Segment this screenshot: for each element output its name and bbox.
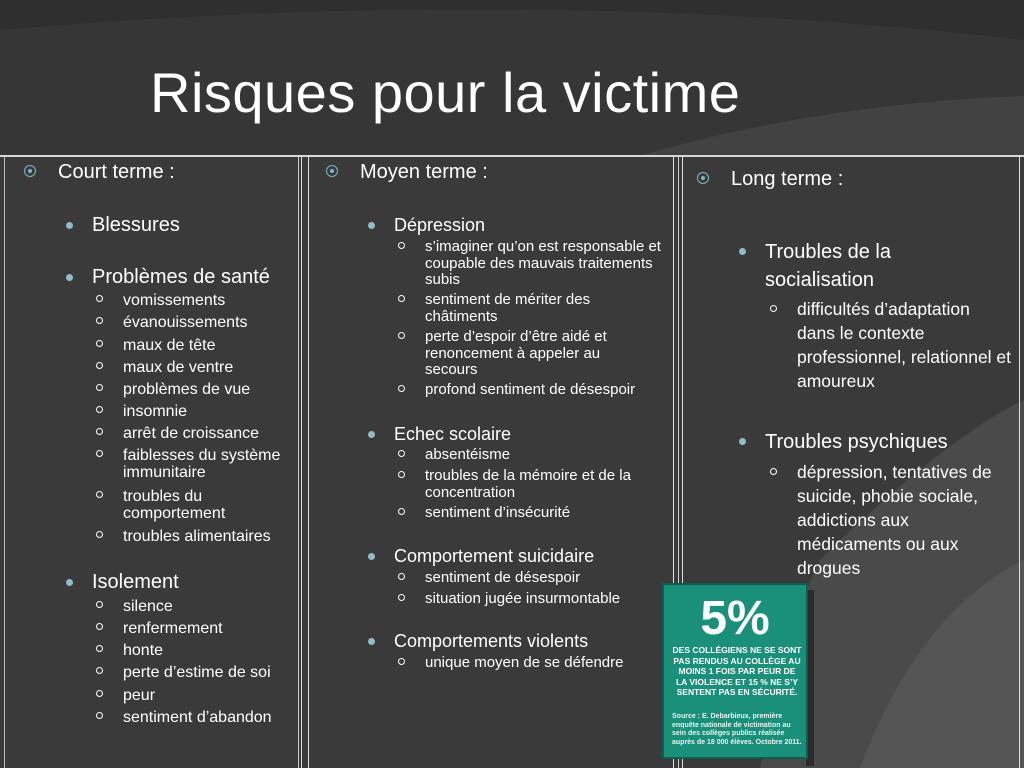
list-item-text: insomnie <box>123 403 188 420</box>
list-item <box>123 314 248 331</box>
list-item-text: sentiment de désespoir <box>425 569 581 586</box>
list-item-text: faiblesses du système immunitaire <box>123 447 281 481</box>
list-item <box>797 297 1012 393</box>
target-bullet-icon <box>326 165 338 177</box>
bullet-circle-icon <box>398 385 405 392</box>
list-item-text: absentéisme <box>425 446 511 463</box>
callout-source: Source : E. Debarbieux, première enquête nationale de victimation au sein des collèges publics réalisée auprès de 18 000 élèves. Octobre 2011. <box>672 713 802 746</box>
bullet-circle-icon <box>398 594 405 601</box>
section-depression <box>394 212 485 239</box>
bullet-circle-icon <box>96 690 103 697</box>
section-problemes-sante <box>92 264 270 291</box>
list-item <box>797 460 1007 580</box>
list-item <box>123 447 298 481</box>
list-item <box>123 403 187 420</box>
list-item-text: unique moyen de se défendre <box>425 654 624 671</box>
list-item-text: maux de tête <box>123 337 216 354</box>
section-label: Comportement suicidaire <box>394 546 595 566</box>
list-item <box>123 359 233 376</box>
heading-label: Court terme : <box>58 161 175 183</box>
bullet-circle-icon <box>770 305 777 312</box>
list-item <box>123 337 216 354</box>
section-label: Echec scolaire <box>394 424 512 444</box>
heading-moyen-terme <box>360 161 488 184</box>
callout-text: DES COLLÉGIENS NE SE SONT PAS RENDUS AU COLLÈGE AU MOINS 1 FOIS PAR PEUR DE LA VIOLENCE ET 15 % NE S’Y SENTENT PAS EN SÉCURITÉ. <box>672 645 802 697</box>
bullet-dot-icon <box>66 274 73 281</box>
bullet-circle-icon <box>96 645 103 652</box>
section-label: Troubles psychiques <box>765 431 948 453</box>
bullet-circle-icon <box>96 384 103 391</box>
list-item <box>425 591 620 608</box>
section-echec-scolaire <box>394 421 511 448</box>
list-item-text: situation jugée insurmontable <box>425 590 621 607</box>
bullet-dot-icon <box>368 431 375 438</box>
bullet-circle-icon <box>96 712 103 719</box>
bullet-circle-icon <box>96 295 103 302</box>
list-item-text: perte d’espoir d’être aidé et renoncement à appeler au secours <box>425 328 607 378</box>
list-item-text: sentiment d’abandon <box>123 709 272 726</box>
bullet-dot-icon <box>368 638 375 645</box>
list-item <box>425 239 665 289</box>
list-item-text: perte d’estime de soi <box>123 664 271 681</box>
bullet-circle-icon <box>96 428 103 435</box>
bullet-dot-icon <box>66 579 73 586</box>
list-item-text: honte <box>123 642 164 659</box>
bullet-dot-icon <box>66 222 73 229</box>
section-label: Isolement <box>92 571 179 593</box>
bullet-dot-icon <box>368 222 375 229</box>
list-item <box>123 598 173 615</box>
list-item-text: maux de ventre <box>123 359 234 376</box>
section-troubles-socialisation <box>765 238 965 294</box>
bullet-dot-icon <box>739 438 746 445</box>
list-item-text: difficultés d’adaptation dans le contexte professionnel, relationnel et amoureux <box>797 299 1012 391</box>
list-item <box>123 381 250 398</box>
bullet-circle-icon <box>398 658 405 665</box>
bullet-circle-icon <box>96 317 103 324</box>
bullet-circle-icon <box>96 450 103 457</box>
list-item <box>425 505 570 522</box>
section-comportement-suicidaire <box>394 543 594 570</box>
list-item-text: renfermement <box>123 620 223 637</box>
bullet-circle-icon <box>398 295 405 302</box>
list-item-text: problèmes de vue <box>123 381 251 398</box>
list-item-text: troubles du comportement <box>123 488 226 522</box>
bullet-circle-icon <box>96 623 103 630</box>
list-item <box>123 292 225 309</box>
bullet-circle-icon <box>770 468 777 475</box>
bullet-circle-icon <box>398 471 405 478</box>
bullet-dot-icon <box>368 553 375 560</box>
heading-label: Long terme : <box>731 168 844 190</box>
section-label: Comportements violents <box>394 631 589 651</box>
bullet-circle-icon <box>96 601 103 608</box>
list-item-text: silence <box>123 598 173 615</box>
bullet-circle-icon <box>96 531 103 538</box>
heading-court-terme <box>58 161 175 184</box>
bullet-circle-icon <box>398 242 405 249</box>
list-item <box>123 664 271 681</box>
list-item <box>425 570 580 587</box>
list-item <box>425 447 510 464</box>
bullet-circle-icon <box>96 406 103 413</box>
callout-percent: 5% <box>700 592 770 645</box>
bullet-circle-icon <box>398 508 405 515</box>
section-blessures <box>92 212 180 239</box>
list-item-text: vomissements <box>123 292 226 309</box>
bullet-circle-icon <box>398 332 405 339</box>
target-bullet-icon <box>697 172 709 184</box>
statistic-callout <box>662 583 808 759</box>
section-isolement <box>92 569 179 596</box>
list-item <box>425 292 645 325</box>
list-item-text: évanouissements <box>123 314 248 331</box>
bullet-circle-icon <box>96 667 103 674</box>
list-item <box>123 425 259 442</box>
slide-title: Risques pour la victime <box>150 61 741 124</box>
bullet-circle-icon <box>96 491 103 498</box>
list-item <box>123 709 272 726</box>
column-separator <box>298 157 299 768</box>
section-label: Problèmes de santé <box>92 266 270 288</box>
list-item <box>123 488 273 522</box>
list-item-text: dépression, tentatives de suicide, phobie sociale, addictions aux médicaments ou aux drogues <box>797 462 992 578</box>
list-item-text: troubles alimentaires <box>123 528 271 545</box>
list-item <box>425 329 645 379</box>
bullet-circle-icon <box>398 450 405 457</box>
list-item-text: troubles de la mémoire et de la concentration <box>425 467 631 501</box>
heading-long-terme <box>731 168 843 191</box>
section-troubles-psychiques <box>765 428 995 456</box>
list-item <box>425 382 635 399</box>
list-item-text: s’imaginer qu’on est responsable et coupable des mauvais traitements subis <box>425 238 661 288</box>
section-label: Blessures <box>92 214 180 236</box>
list-item <box>123 528 271 545</box>
list-item-text: profond sentiment de désespoir <box>425 381 636 398</box>
list-item-text: arrêt de croissance <box>123 425 260 442</box>
target-bullet-icon <box>24 165 36 177</box>
bullet-dot-icon <box>739 248 746 255</box>
list-item-text: sentiment de mériter des châtiments <box>425 291 591 325</box>
bullet-circle-icon <box>96 340 103 347</box>
bullet-circle-icon <box>96 362 103 369</box>
list-item <box>123 642 163 659</box>
list-item <box>123 687 155 704</box>
heading-label: Moyen terme : <box>360 161 488 183</box>
section-comportements-violents <box>394 628 588 655</box>
list-item <box>425 468 665 501</box>
list-item <box>123 620 223 637</box>
section-label: Dépression <box>394 215 486 235</box>
section-label: Troubles de la socialisation <box>765 241 891 291</box>
list-item-text: sentiment d’insécurité <box>425 504 571 521</box>
bullet-circle-icon <box>398 573 405 580</box>
list-item-text: peur <box>123 687 156 704</box>
list-item <box>425 655 623 672</box>
